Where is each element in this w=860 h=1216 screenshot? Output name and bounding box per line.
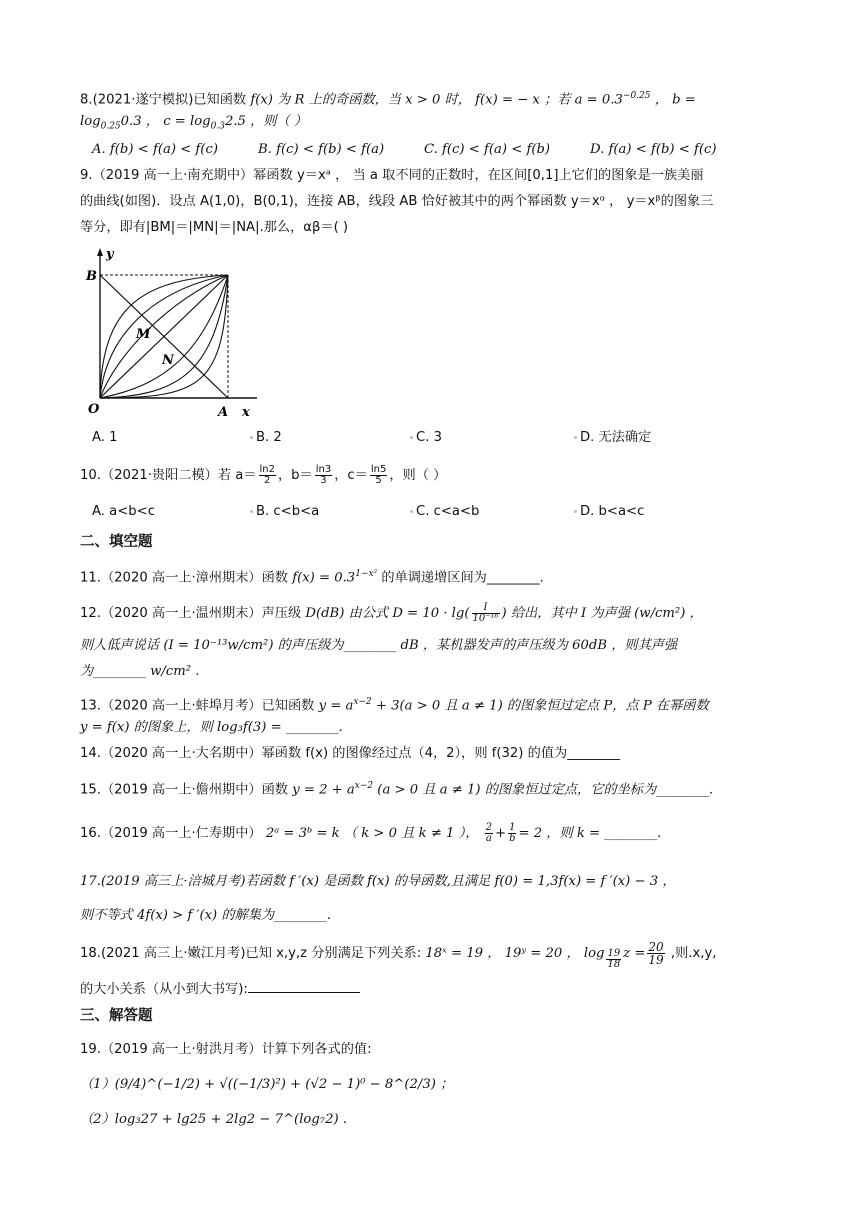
question-19-title: 19.（2019 高一上·射洪月考）计算下列各式的值: xyxy=(80,1042,372,1057)
q10-option-c[interactable]: C. c<a<b xyxy=(410,502,479,522)
question-17-line-1: 17.(2019 高三上·涪城月考)若函数 f ′(x) 是函数 f(x) 的导函数,且满足 f(0) = 1,3f(x) = f ′(x) − 3 ， xyxy=(80,874,676,889)
q8-log-text: 0.3 ， c = log xyxy=(120,114,211,129)
question-13-line-1 xyxy=(80,692,800,716)
q10-option-b[interactable]: B. c<b<a xyxy=(250,502,319,522)
bullet-dot xyxy=(410,510,413,513)
q15-tail: (a > 0 且 a ≠ 1) 的图象恒过定点，它的坐标为________. xyxy=(373,782,714,798)
q16-tail: = 2 ，则 k = ________. xyxy=(518,826,662,841)
bullet-dot xyxy=(574,436,577,439)
q10-frac-c: $\frac{\ln 5}{5}$ xyxy=(370,463,387,486)
q12-frac: $\frac{I}{\text{10⁻¹⁶}}$ xyxy=(472,601,499,624)
label-b: B xyxy=(86,269,97,284)
q16-plus: + xyxy=(495,826,507,841)
question-19-part-2: （2）log₃27 + lg25 + 2lg2 − 7^(log₇2) . xyxy=(80,1112,348,1127)
q8-option-b[interactable]: B. f(c) < f(b) < f(a) xyxy=(258,142,385,157)
question-10-line xyxy=(80,462,800,490)
bullet-dot xyxy=(250,436,253,439)
q16-prefix: 16.（2019 高一上·仁寿期中） xyxy=(80,826,262,841)
q18-rhs: $\frac{20}{19}$ xyxy=(648,939,664,967)
q18-eq1: 18ˣ = 19 ， 19ʸ = 20 ， xyxy=(425,946,580,961)
bullet-dot xyxy=(574,510,577,513)
q9-option-b[interactable]: B. 2 xyxy=(250,428,282,448)
q8-tail: ， b = xyxy=(654,92,696,108)
q15-expr: y = 2 + a xyxy=(292,782,355,798)
y-axis-arrow xyxy=(97,248,103,256)
q10-frac-b: $\frac{\ln 3}{3}$ xyxy=(315,463,332,486)
label-x: x xyxy=(242,405,250,420)
q9-option-c[interactable]: C. 3 xyxy=(410,428,442,448)
q8-log-base: 0.25 xyxy=(100,121,121,132)
q18-prefix: 18.(2021 高三上·嫩江月考)已知 x,y,z 分别满足下列关系: xyxy=(80,946,422,961)
q13-exp: x−2 xyxy=(353,697,372,707)
q10-frac-a: $\frac{\ln 2}{2}$ xyxy=(259,463,275,486)
q11-exp: 1−x² xyxy=(355,569,378,579)
q11-prefix: 11.（2020 高一上·漳州期末）函数 xyxy=(80,570,288,586)
label-m: M xyxy=(136,327,151,342)
q13-expr: y = a xyxy=(318,698,354,714)
label-y: y xyxy=(106,247,114,262)
q8-option-d[interactable]: D. f(a) < f(b) < f(c) xyxy=(590,142,717,157)
q12-tail: ) 给出，其中 I 为声强 (w/cm²) ， xyxy=(501,606,703,621)
q10-option-d[interactable]: D. b<a<c xyxy=(574,502,644,522)
bullet-dot xyxy=(410,436,413,439)
q18-log-arg: z = xyxy=(623,946,646,961)
q18-log: log xyxy=(583,946,605,961)
q12-prefix: 12.（2020 高一上·温州期末）声压级 xyxy=(80,606,302,621)
question-17-line-2: 则不等式 4f(x) > f ′(x) 的解集为________. xyxy=(80,908,332,923)
question-14: 14.（2020 高一上·大名期中）幂函数 f(x) 的图像经过点（4，2），则 f(32) 的值为________ xyxy=(80,746,620,761)
power-function-figure xyxy=(82,246,262,422)
q10-mid1: ，b＝ xyxy=(277,468,313,483)
q8-log-base-2: 0.3 xyxy=(210,121,225,132)
q16-frac-1: $\frac{2}{a}$ xyxy=(485,821,492,844)
question-10-options xyxy=(92,502,800,522)
q12-expr: D(dB) 由公式 D = 10 · lg( xyxy=(305,606,470,621)
question-18-line-2 xyxy=(80,978,800,1000)
q8-prefix: 8.(2021·遂宁模拟)已知函数 xyxy=(80,92,247,108)
label-n: N xyxy=(162,353,174,368)
section-fill-in: 二、填空题 xyxy=(80,534,153,550)
q16-frac-2: $\frac{1}{b}$ xyxy=(509,821,516,844)
q10-tail: ，则（ ） xyxy=(389,468,447,483)
question-8-line-2 xyxy=(80,112,800,137)
question-12-line-3: 为________ w/cm² . xyxy=(80,664,200,679)
q18-log-base: $\frac{19}{18}$ xyxy=(607,948,621,970)
question-16 xyxy=(80,820,800,848)
q15-exp: x−2 xyxy=(354,781,374,791)
question-9-options xyxy=(92,428,800,448)
q10-mid2: ，c＝ xyxy=(334,468,368,483)
question-12-line-1 xyxy=(80,600,800,628)
q11-expr: f(x) = 0.3 xyxy=(292,570,356,586)
question-15 xyxy=(80,774,800,798)
q10-option-a[interactable]: A. a<b<c xyxy=(92,504,155,519)
q8-option-c[interactable]: C. f(c) < f(a) < f(b) xyxy=(424,142,551,157)
section-answers: 三、解答题 xyxy=(80,1008,153,1024)
q9-option-d[interactable]: D. 无法确定 xyxy=(574,428,651,448)
question-9-line-1: 9.（2019 高一上·南充期中）幂函数 y＝xᵃ ， 当 a 取不同的正数时，在区间[0,1]上它们的图象是一族美丽 xyxy=(80,168,704,183)
question-9-line-2: 的曲线(如图)．设点 A(1,0)，B(0,1)，连接 AB，线段 AB 恰好被其中的两个幂函数 y＝xᵅ ， y＝xᵝ的图象三 xyxy=(80,194,714,209)
question-13-line-2: y = f(x) 的图象上，则 log₃f(3) = ________. xyxy=(80,720,343,735)
q8-log-tail: 2.5 ，则（ ） xyxy=(224,114,308,129)
q18-tail: ,则.x,y, xyxy=(666,946,717,961)
question-19-part-1: （1）(9/4)^(−1/2) + √((−1/3)²) + (√2 − 1)⁰ − 8^(2/3) ； xyxy=(80,1077,454,1092)
question-18-line-1 xyxy=(80,938,800,970)
q9-option-a[interactable]: A. 1 xyxy=(92,430,118,445)
q18-line2: 的大小关系（从小到大书写): xyxy=(80,982,248,997)
question-8-options xyxy=(92,140,800,160)
q16-expr: 2ᵃ = 3ᵇ = k （ k > 0 且 k ≠ 1 ）， xyxy=(265,826,479,841)
q8-log: log xyxy=(80,114,101,129)
q15-prefix: 15.（2019 高一上·儋州期中）函数 xyxy=(80,782,288,798)
q8-a-exponent: −0.25 xyxy=(622,91,651,101)
q10-prefix: 10.（2021·贵阳二模）若 a＝ xyxy=(80,468,257,483)
label-a: A xyxy=(218,405,229,420)
q11-tail: 的单调递增区间为________. xyxy=(377,570,544,586)
bullet-dot xyxy=(250,510,253,513)
question-11 xyxy=(80,564,800,588)
q8-option-a[interactable]: A. f(b) < f(a) < f(c) xyxy=(92,142,218,157)
question-9-line-3: 等分，即有|BM|＝|MN|＝|NA|.那么，αβ＝( ) xyxy=(80,220,349,235)
question-8-line-1 xyxy=(80,86,800,110)
q18-answer-blank[interactable] xyxy=(248,978,360,993)
q8-expr: f(x) 为 R 上的奇函数，当 x > 0 时， f(x) = − x ；若 a = 0.3 xyxy=(250,92,623,108)
question-12-line-2: 则人低声说话 (I = 10⁻¹³w/cm²) 的声压级为________ dB ，某机器发声的声压级为 60dB ，则其声强 xyxy=(80,638,678,653)
label-o: O xyxy=(88,402,100,417)
q13-prefix: 13.（2020 高一上·蚌埠月考）已知函数 xyxy=(80,698,315,714)
q13-tail: + 3(a > 0 且 a ≠ 1) 的图象恒过定点 P，点 P 在幂函数 xyxy=(371,698,709,714)
